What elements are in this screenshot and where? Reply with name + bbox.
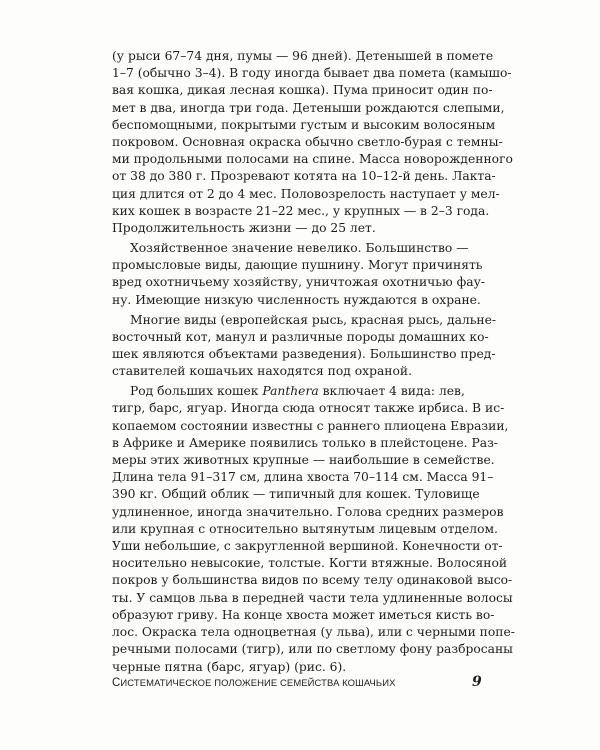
text-line: носительно невысокие, толстые. Когти втяжные. Волосяной [112,556,508,571]
text-line: вая кошка, дикая лесная кошка). Пума приносит один по- [112,83,493,98]
text-line: ставителей кошачьих находятся под охраной. [112,364,413,379]
text-line: Многие виды (европейская рысь, красная рысь, дальне- [130,312,497,327]
text-line: лос. Окраска тела одноцветная (у льва), или с черными попе- [112,625,515,640]
text-line: (у рыси 67–74 дня, пумы — 96 дней). Детенышей в помете [112,49,494,63]
text-line-with-italic: Род больших кошек Panthera включает 4 вида: лев, [130,384,465,399]
paragraph [112,48,513,237]
running-footer-title: СИСТЕМАТИЧЕСКОЕ ПОЛОЖЕНИЕ СЕМЕЙСТВА КОШАЧЬИХ [112,677,396,689]
text-line: или крупная с относительно вытянутым лицевым отделом. [112,521,498,536]
text-line: ких кошек в возрасте 21–22 мес., у крупных — в 2–3 года. [112,203,490,218]
text-line: Длина тела 91–317 см, длина хвоста 70–114 см. Масса 91– [112,470,494,485]
page-number: 9 [472,674,482,690]
text-line: восточный кот, манул и различные породы домашних ко- [112,329,489,344]
text-line: Продолжительность жизни — до 25 лет. [112,221,376,236]
paragraph [112,383,515,675]
text-line: беспомощными, покрытыми густым и высоким волосяным [112,117,496,132]
paragraph [112,240,483,309]
paragraph [112,312,497,381]
text-line: вред охотничьему хозяйству, уничтожая охотничью фау- [112,275,485,290]
text-line: Хозяйственное значение невелико. Большинство — [130,241,469,256]
text-line: покров у большинства видов по всему телу одинаковой высо- [112,573,513,588]
text-line: мет в два, иногда три года. Детеныши рождаются слепыми, [112,100,505,115]
text-line: тигр, барс, ягуар. Иногда сюда относят также ирбиса. В ис- [112,401,505,416]
text-line: в Африке и Америке появились только в плейстоцене. Раз- [112,435,498,450]
text-line: 390 кг. Общий облик — типичный для кошек. Туловище [112,487,480,502]
text-line: речными полосами (тигр), или по светлому фону разбросаны [112,642,513,657]
text-line: черные пятна (барс, ягуар) (рис. 6). [112,659,347,674]
text-line: Уши небольшие, с закругленной вершиной. Конечности от- [112,539,503,554]
text-line: 1–7 (обычно 3–4). В году иногда бывает два помета (камышо- [112,66,512,81]
body-text [112,48,515,679]
genus-name: Panthera [262,384,319,399]
text-line: шек являются объектами разведения). Большинство пред- [112,347,496,362]
text-line: покровом. Основная окраска обычно светло-бурая с темны- [112,135,503,150]
text-line: удлиненное, иногда значительно. Голова средних размеров [112,504,504,519]
text-line: промысловые виды, дающие пушнину. Могут причинять [112,258,483,273]
text-line: ну. Имеющие низкую численность нуждаются в охране. [112,292,481,307]
text-line: копаемом состоянии известны с раннего плиоцена Евразии, [112,418,509,433]
text-line: ми продольными полосами на спине. Масса новорожденного [112,152,513,167]
text-line: меры этих животных крупные — наибольшие в семействе. [112,453,495,468]
text-line: ты. У самцов льва в передней части тела удлиненные волосы [112,590,513,605]
text-line: ция длится от 2 до 4 мес. Половозрелость наступает у мел- [112,186,500,201]
text-line: от 38 до 380 г. Прозревают котята на 10–12-й день. Лакта- [112,169,496,184]
text-line: образуют гриву. На конце хвоста может иметься кисть во- [112,607,495,622]
